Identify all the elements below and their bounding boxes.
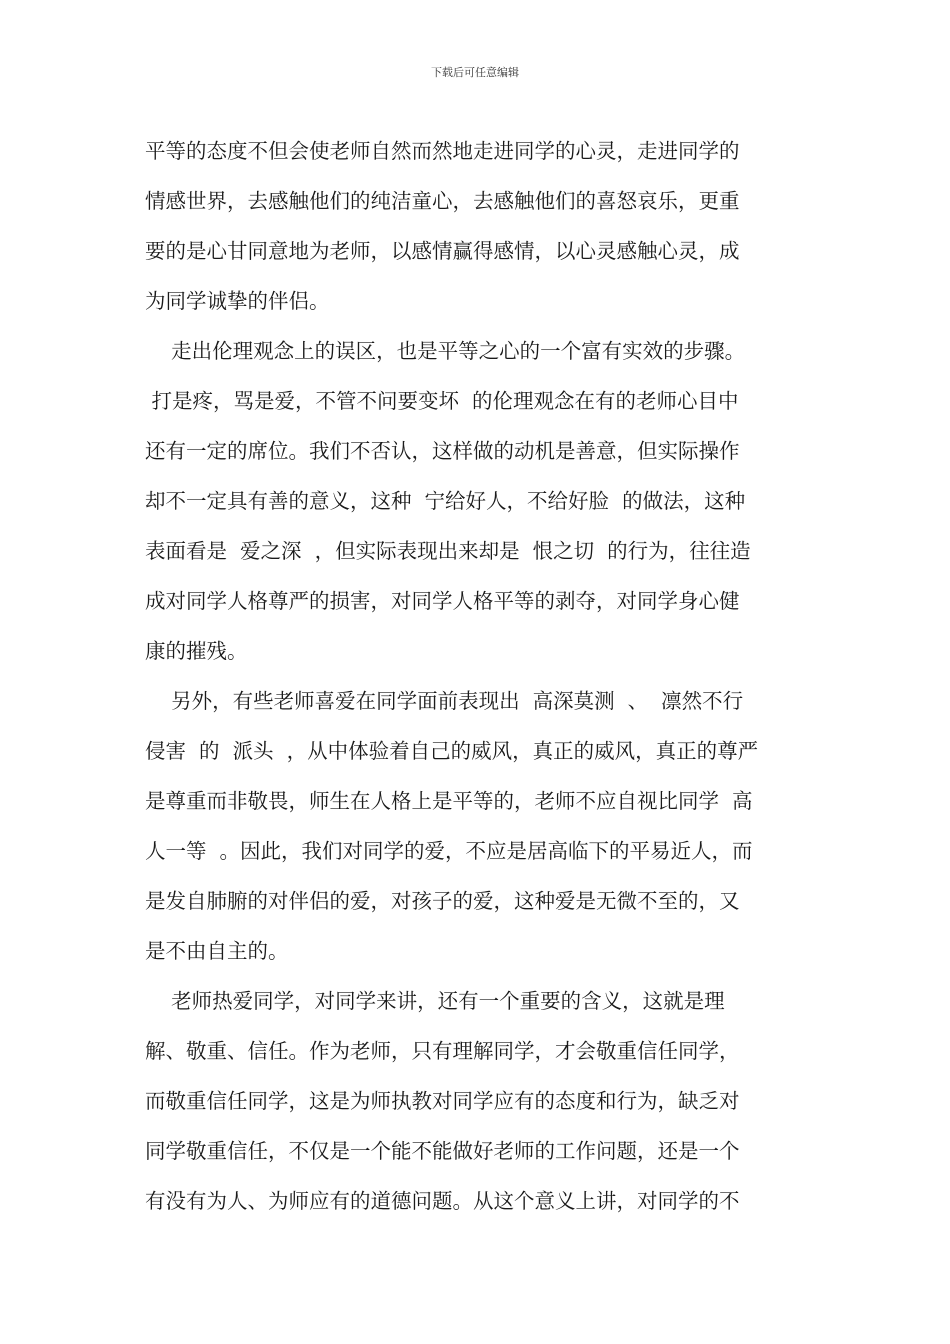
text-line: 同学敬重信任，不仅是一个能不能做好老师的工作问题，还是一个 — [145, 1139, 740, 1163]
text-line: 表面看是 爱之深 ，但实际表现出来却是 恨之切 的行为，往往造 — [145, 539, 751, 563]
page-header: 下载后可任意编辑 — [431, 66, 519, 79]
text-line: 另外，有些老师喜爱在同学面前表现出 高深莫测 、 凛然不行 — [145, 689, 744, 713]
text-line: 是尊重而非敬畏，师生在人格上是平等的，老师不应自视比同学 高 — [145, 789, 753, 813]
text-line: 是发自肺腑的对伴侣的爱，对孩子的爱，这种爱是无微不至的，又 — [145, 889, 740, 913]
text-line: 要的是心甘同意地为老师，以感情赢得感情，以心灵感触心灵，成 — [145, 239, 740, 263]
text-line: 却不一定具有善的意义，这种 宁给好人，不给好脸 的做法，这种 — [145, 489, 746, 513]
text-line: 有没有为人、为师应有的道德问题。从这个意义上讲，对同学的不 — [145, 1189, 740, 1213]
text-line: 而敬重信任同学，这是为师执教对同学应有的态度和行为，缺乏对 — [145, 1089, 740, 1113]
document-body — [145, 126, 825, 1226]
text-line: 解、敬重、信任。作为老师，只有理解同学，才会敬重信任同学， — [145, 1039, 740, 1063]
text-line: 成对同学人格尊严的损害，对同学人格平等的剥夺，对同学身心健 — [145, 589, 740, 613]
text-line: 侵害 的 派头 ，从中体验着自己的威风，真正的威风，真正的尊严 — [145, 739, 759, 763]
text-line: 是不由自主的。 — [145, 939, 289, 963]
text-line: 为同学诚挚的伴侣。 — [145, 289, 330, 313]
text-line: 走出伦理观念上的误区，也是平等之心的一个富有实效的步骤。 — [145, 339, 746, 363]
text-line: 人一等 。因此，我们对同学的爱，不应是居高临下的平易近人，而 — [145, 839, 753, 863]
text-line: 老师热爱同学，对同学来讲，还有一个重要的含义，这就是理 — [145, 989, 725, 1013]
text-line: 还有一定的席位。我们不否认，这样做的动机是善意，但实际操作 — [145, 439, 740, 463]
text-line: 情感世界，去感触他们的纯洁童心，去感触他们的喜怒哀乐，更重 — [145, 189, 740, 213]
text-line: 康的摧残。 — [145, 639, 248, 663]
text-line: 打是疼，骂是爱，不管不问要变坏 的伦理观念在有的老师心目中 — [145, 389, 739, 413]
text-line: 平等的态度不但会使老师自然而然地走进同学的心灵，走进同学的 — [145, 139, 740, 163]
